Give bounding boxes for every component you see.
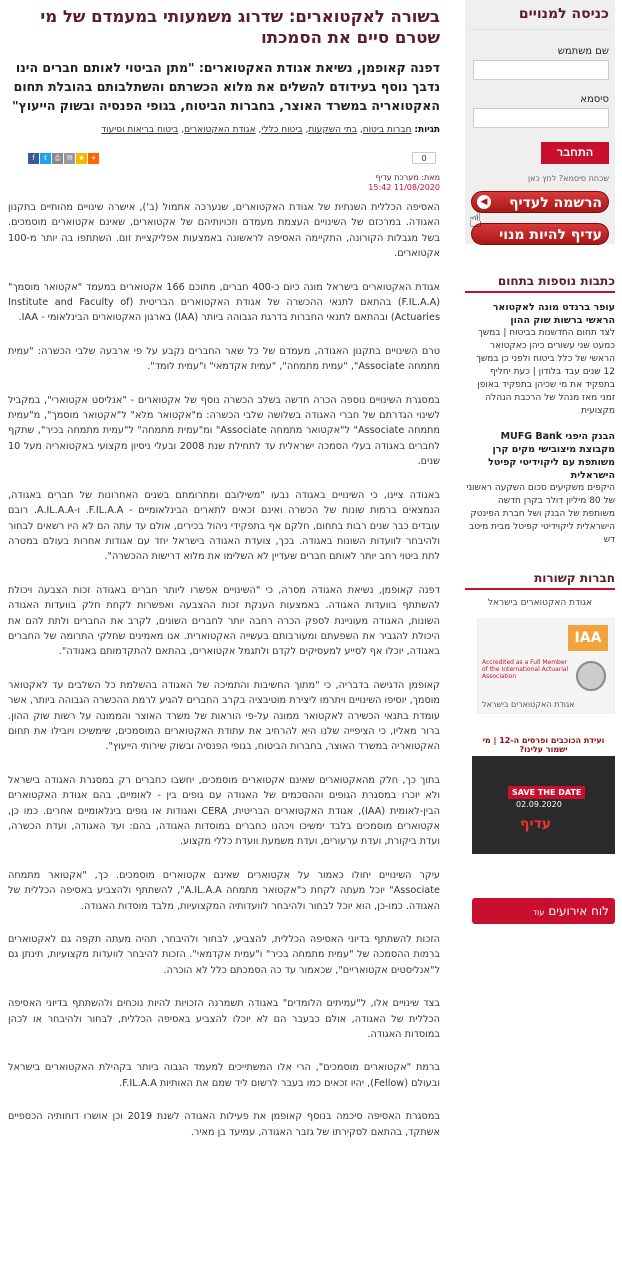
- tags-label: תגיות:: [414, 125, 440, 135]
- events-label: לוח אירועים: [548, 904, 609, 918]
- paragraph: בתוך כך, חלק מהאקטוארים שאינם אקטוארים מוסמכים, יחשבו כחברים רק במסגרת האגודה בישראל ולא יוכרו במסגרת הגופים וההסכמים של האגודה עם גופים בין - לאומיים, בהם אגודת האקטוארים הבין-לאומית (IAA), אגודת האקטוארים הבריטית, CERA ואגודות או גופים בינלאומיים אחרים. כמו כן, אקטוארים מוסמכים בלבד ימשיכו ויכהנו כחברים במוסדות האגודה, בהם: ועד האגודה, ועדת הכשרה, ועדת ביקורת, ועדת ערעורים, ועדת משמעת וועדת כללי מקצוע.: [8, 774, 440, 848]
- tags-row: תגיות: חברות ביטוח, בתי השקעות, ביטוח כללי, אגודת האקטוארים, ביטוח בריאות וסיעוד: [101, 125, 440, 135]
- paragraph: בצד שינויים אלו, ל"עמיתים הלומדים" באגודה תשמרנה הזכויות להיות נוכחים ולהשתתף בדיוני האסיפה הכללית של האגודה, אולם כבעבר הם לא יוכלו להצביע באסיפה הכללית, לבחור ולהיבחר או לכהן במוסדות האגודה.: [8, 998, 440, 1041]
- article-snippet: לצד תחום החדשנות בביטוח | במשך כמעט שני עשורים כיהן כאקטואר הראשי של כלל ביטוח ולפני כן במשך 12 שנים עבד בלודון | כעת יחליף בתפקיד את מי שכיהן בתפקיד באופן זמני מאז מנהל של הרכבת הנהלה מקצועית: [476, 328, 615, 416]
- paragraph: טרם השינויים בתקנון האגודה, מעמדם של כל שאר החברים נקבע על פי ארבעה שלבי הכשרה: "עמית מתמחה Associate", "עמית מתמחה", "עמית אקדמאי" ו"עמית לומד".: [8, 345, 440, 373]
- paragraph: באגודה ציינו, כי השינויים באגודה נבעו "משילובם ומתרומתם בשנים האחרונות של חברים באגודה, הנמצאים ברמות שונות של הכשרה ואינם זכאים לתארים הבינלאומיים - F.IL.A.A. ו-A.IL.A.A. רובם עובדים כבר שנים רבות בתחום, חלקם אף בתפקידי ניהול בכירים, אולם עד עתה הם לא היו רשאים לבחור ולהיבחר לוועדות השונות באגודה. בכך, צועדת האגודה בישראל יחד עם אגודות אחרות בעולם במטרה לתת ביטוי רחב יותר לאותם חברים שעדיין לא השלימו את מלוא דרישות ההכשרה".: [8, 489, 441, 563]
- events-calendar-button[interactable]: [472, 898, 615, 924]
- paragraph: דפנה קאופמן, נשיאת האגודה מסרה, כי "השינויים אפשרו ליותר חברים באגודה זכות הצבעה ויכולת להשתתף בוועדות האגודה. באמצעות הענקת זכות ההצבעה ואפשרות לקחת חלק בוועדות האגודה השונות, האגודה מעוניינת לספק הכרה רחבה יותר לחברים השונים, לקרב את החברים ולתת להם את היכולת להגביר את השפעתם ומעורבותם בעשייה האקטוארית. אנו מאמינים שחלקי התרומה של החברים באגודה, יוכלו אף לסייע למעסיקים לקדם ולתגמל אקטוארים, בהתאם להתקדמותם באגודה".: [8, 584, 440, 658]
- article-lead: דפנה קאופמן, נשיאת אגודת האקטוארים: "מתן הביטוי לאותם חברים הינו נדבך נוסף בעידודם להשלים את מלוא הכשרתם והשתלבותם בהובלת תחום האקטואריה במשרד האוצר, בחברות הביטוח, בגופי הפנסיה ובשוק הייעוץ": [12, 60, 440, 113]
- paragraph: האסיפה הכללית השנתית של אגודת האקטוארים, שנערכה אתמול (ב'), אישרה שינויים מהותיים בתקנון האגודה. במרכזם של השינויים העצמת מעמדם וזכויותיהם של אקטוארים, שאינם אקטוארים מוסמכים. בשל מגבלות הקורונה, התקיימה האסיפה לראשונה באמצעות אפליקציית זום. השתתפו בה יותר מ-100 אקטוארים.: [8, 202, 440, 260]
- paragraph: אגודת האקטוארים בישראל מונה כיום כ-400 חברים, מתוכם 166 אקטוארים במעמד "אקטואר מוסמך" (F.IL.A.A) בהתאם לתנאי ההכשרה של אגודת האקטוארים הבריטית (Institute and Faculty of Actuaries) ובהתאם לתנאי החברות בדרגת הגבוהה ביותר (IAA) בארגון האקטוארים הבינלאומי - IAA.: [8, 281, 441, 324]
- iaa-logo[interactable]: [477, 618, 615, 714]
- events-more: עוד: [532, 908, 545, 917]
- print-icon[interactable]: ⎙: [52, 153, 63, 164]
- publish-date: 11/08/2020 15:42: [368, 183, 440, 192]
- username-label: שם משתמש: [557, 46, 609, 57]
- author: מאת: מערכת עדיף: [375, 173, 440, 182]
- paragraph: קאופמן הדגישה בדבריה, כי "מתוך החשיבות והתמיכה של האגודה בהשלמת כל השלבים עד לאקטואר מוסמך, יוסיפו השינויים ויתרמו ליצירת מוטיבציה בקרב החברים להגיע לרמת ההכשרה הגבוהה ביותר, אשר עומדת בתנאי הכשירה לאקטואר ממונה על-פי הוראות של משרד האוצר והממונה על רשות שוק ההון. ברור מאליו, כי הציפייה שלנו היא להרחיב את עתודת האקטוארים המוסמכים, שימשיכו ויובילו את תחום האקטואריה במשרד האוצר, בחברות הביטוח, בגופי הפנסיה ובשוק שירותי הייעוץ".: [8, 679, 440, 753]
- tag-link[interactable]: ביטוח כללי: [261, 125, 303, 135]
- register-label: הרשמה לעדיף: [509, 195, 602, 211]
- share-icons: [28, 153, 99, 164]
- article-link-title[interactable]: הבנק היפני MUFG Bank מקבוצת מיצובישי מקים קרן משותפת עם ליקוידיטי קפיטל הישראלית: [488, 431, 615, 481]
- accredited-text: Accredited as a Full Member of the International Actuarial Association: [482, 659, 569, 680]
- related-companies-title: חברות קשורות: [465, 571, 615, 590]
- paragraph: הזכות להשתתף בדיוני האסיפה הכללית, להצביע, לבחור ולהיבחר, תהיה מעתה תקפה גם לאקטוארים ברמות ההסמכה של "עמית מתמחה בכיר" ו"עמית אקדמאי". הזכות להיבחר לוועדות מקצועיות, תינתן גם ל"אנליסטים אקטואריים", שכאמור עד כה הסמכתם כלל לא הוכרה.: [8, 934, 440, 976]
- register-button[interactable]: [471, 191, 609, 213]
- article-meta: [8, 173, 440, 192]
- iaa-logo-mark: IAA: [568, 625, 608, 651]
- hand-pointer-icon: ☝: [469, 208, 483, 233]
- paragraph: עיקר השינויים יחולו כאמור על אקטוארים שאינם אקטוארים מוסמכים. כך, "אקטואר מתמחה Associate" יוכל מעתה לקחת כ"אקטואר מתמחה A.IL.A.A", להשתתף ולהצביע באסיפה הכללית של האגודה. כמו-כן, הוא יוכל לבחור ולהיבחר לוועדותיה המקצועיות, מלבד מוסדות האגודה.: [8, 869, 440, 912]
- article-main: [2, 0, 444, 1277]
- paragraph: ברמת "אקטוארים מוסמכים", הרי אלו המשתייכים למעמד הגבוה ביותר בקהילת האקטוארים בישראל ובעולם (Fellow), יהיו זכאים כמו בעבר לרשום ליד שמם את האותיות F.IL.A.A.: [8, 1062, 440, 1089]
- conference-ad-banner[interactable]: [472, 734, 615, 854]
- tag-link[interactable]: חברות ביטוח: [362, 125, 412, 135]
- arrow-icon: ◀: [477, 195, 491, 209]
- share-bar: [8, 149, 440, 169]
- sidebar: [465, 0, 615, 1277]
- ad-save-date: SAVE THE DATE: [508, 786, 585, 799]
- paragraph: במסגרת האסיפה סיכמה בנוסף קאופמן את פעילות האגודה לשנת 2019 וכן אושרו דוחותיה הכספיים אשתקד, בהתאם לסקירתו של גזבר האגודה, עמיעד בן מאיר.: [8, 1111, 440, 1138]
- logo-name: אגודת האקטוארים בישראל: [482, 700, 575, 709]
- share-count: 0: [412, 152, 436, 164]
- paragraph: במסגרת השינויים נוספה הכרה חדשה בשלב הכשרה נוסף של אקטוארים - "אנליסט אקטוארי", במקביל לשינוי הגדרתם של חברי האגודה בשלושה שלבי הכשרה: מ"אקטואר מלא" ל"אקטואר מוסמך", מ"עמית מתמחה Associate" ל"אקטואר מתמחה Associate" ומ"עמית מתמחה" ל"עמית מתמחה בכיר", שתקף לחברים באגודה בעלי הסמכה ישראלית עד לתחילת שנת 2008 ובעלי ניסיון מקצועי באקטואריה מעל 10 שנים.: [8, 394, 440, 468]
- ad-date: 02.09.2020: [516, 800, 562, 809]
- facebook-icon[interactable]: f: [28, 153, 39, 164]
- twitter-icon[interactable]: t: [40, 153, 51, 164]
- company-name[interactable]: אגודת האקטוארים בישראל: [487, 598, 593, 608]
- article-link-title[interactable]: עופר ברנדט מונה לאקטואר הראשי ברשות שוק ההון: [492, 302, 615, 326]
- username-input[interactable]: [473, 60, 609, 80]
- ad-top-text: ועידת הכוכבים ופרסים ה-12 | מי ישמור עלינו?: [472, 734, 615, 756]
- list-item[interactable]: [465, 301, 615, 418]
- article-snippet: היקפים משקיעים סכום השקעה ראשוני של 80 מיליון דולר בקרן חדשה משותפת של הבנק ושל חברת הפינטק הישראלית ליקוידיטי קפיטל מבית מיטב דש: [466, 483, 615, 545]
- subscribe-label: עדיף להיות מנוי: [499, 227, 602, 243]
- login-title: כניסה למנויים: [471, 6, 609, 30]
- email-icon[interactable]: ✉: [64, 153, 75, 164]
- list-item[interactable]: [465, 430, 615, 547]
- plus-icon[interactable]: +: [88, 153, 99, 164]
- password-label: סיסמא: [580, 94, 609, 105]
- more-articles-title: כתבות נוספות בתחום: [465, 274, 615, 293]
- login-button[interactable]: התחבר: [541, 142, 609, 164]
- login-box: [465, 0, 615, 244]
- related-companies-box: [465, 571, 615, 714]
- favorite-icon[interactable]: ★: [76, 153, 87, 164]
- tag-link[interactable]: אגודת האקטוארים: [184, 125, 256, 135]
- subscribe-button[interactable]: [471, 223, 609, 245]
- tag-link[interactable]: ביטוח בריאות וסיעוד: [101, 125, 179, 135]
- seal-icon: [576, 661, 606, 691]
- tag-link[interactable]: בתי השקעות: [308, 125, 357, 135]
- more-articles-box: [465, 274, 615, 547]
- article-title: בשורה לאקטוארים: שדרוג משמעותי במעמדם של מי שטרם סיים את הסמכתו: [40, 7, 440, 47]
- ad-brand: עדיף: [520, 816, 552, 832]
- forgot-password-link[interactable]: שכחת סיסמא? לחץ כאן: [527, 174, 609, 183]
- article-body: [8, 200, 440, 1140]
- password-input[interactable]: [473, 108, 609, 128]
